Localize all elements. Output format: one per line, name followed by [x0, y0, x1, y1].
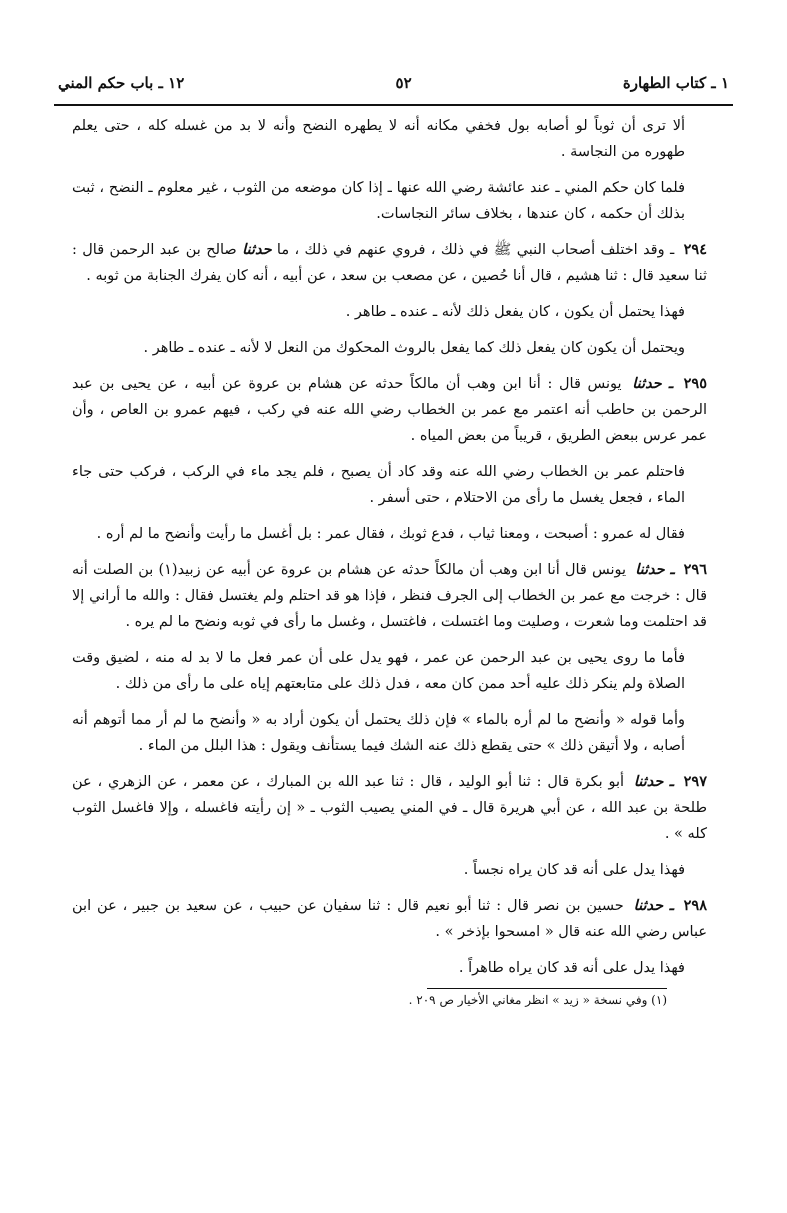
body-text: [72, 113, 707, 991]
paragraph-text: فقال له عمرو : أصبحت ، ومعنا ثياب ، فدع ثوبك ، فقال عمر : بل أغسل ما رأيت وأنضح ما لم أره .: [96, 526, 685, 542]
paragraph: [72, 707, 707, 759]
footnote: (١) وفي نسخة « زيد » انظر مغاني الأخيار ص ٢٠٩ .: [408, 993, 667, 1007]
paragraph: [72, 521, 707, 547]
running-header: [58, 66, 729, 100]
paragraph-text: صالح بن عبد الرحمن قال : ثنا سعيد قال : ثنا هشيم ، قال أنا حُصين ، عن مصعب بن سعد ، عن أبيه ، أنه كان يفرك الجنابة من ثوبه .: [72, 242, 707, 284]
hadith-296: [72, 557, 707, 635]
header-divider: [54, 104, 733, 106]
haddathana-word: ـ حدثنا: [632, 375, 673, 392]
page-number: ٥٢: [395, 74, 412, 92]
hadith-297: [72, 769, 707, 847]
paragraph-text: ـ وقد اختلف أصحاب النبي ﷺ في ذلك ، فروي عنهم في ذلك ، ما: [271, 242, 675, 258]
haddathana-word: ـ حدثنا: [633, 897, 674, 914]
paragraph: [72, 335, 707, 361]
paragraph-text: فهذا يدل على أنه قد كان يراه طاهراً .: [458, 960, 685, 976]
paragraph-text: فاحتلم عمر بن الخطاب رضي الله عنه وقد كاد أن يصبح ، فلم يجد ماء في الركب ، فركب حتى جاء الماء ، فجعل يغسل ما رأى من الاحتلام ، حتى أسفر .: [72, 464, 685, 506]
paragraph: [72, 955, 707, 981]
paragraph: [72, 459, 707, 511]
paragraph: [72, 645, 707, 697]
footnote-divider: [427, 988, 667, 989]
hadith-number: ٢٩٨: [683, 897, 708, 914]
paragraph-text: يونس قال أنا ابن وهب أن مالكاً حدثه عن هشام بن عروة عن أبيه عن زبيد(١) بن الصلت أنه قال : خرجت مع عمر بن الخطاب إلى الجرف فنظر ، فإذا هو قد احتلم ولم يغتسل فقال : والله ما أراني إلا قد احتلمت وما شعرت ، وصليت وما اغتسلت ، فاغتسل ، وغسل ما رأى في ثوبه ونضح ما لم يره .: [72, 562, 707, 630]
hadith-298: [72, 893, 707, 945]
paragraph-text: يونس قال : أنا ابن وهب أن مالكاً حدثه عن هشام بن عروة عن أبيه ، عن يحيى بن عبد الرحمن بن حاطب أنه اعتمر مع عمر بن الخطاب رضي الله عنه في ركب ، فيهم عمرو بن العاص ، وأن عمر عرس ببعض الطريق ، قريباً من بعض المياه .: [72, 376, 707, 444]
paragraph-text: فهذا يحتمل أن يكون ، كان يفعل ذلك لأنه ـ عنده ـ طاهر .: [345, 304, 685, 320]
hadith-295: [72, 371, 707, 449]
paragraph-text: ويحتمل أن يكون كان يفعل ذلك كما يفعل بالروث المحكوك من النعل لا لأنه ـ عنده ـ طاهر .: [143, 340, 685, 356]
header-book-title: ١ ـ كتاب الطهارة: [622, 74, 729, 92]
paragraph-text: حسين بن نصر قال : ثنا أبو نعيم قال : ثنا سفيان عن حبيب ، عن سعيد بن جبير ، عن ابن عباس رضي الله عنه قال « امسحوا بإذخر » .: [72, 898, 707, 940]
paragraph-text: وأما قوله « وأنضح ما لم أره بالماء » فإن ذلك يحتمل أن يكون أراد به « وأنضح ما لم أر مما أتوهم أنه أصابه ، ولا أتيقن ذلك » حتى يقطع ذلك عنه الشك فيما يستأنف ويقول : هذا البلل من الماء .: [72, 712, 685, 754]
hadith-number: ٢٩٦: [683, 561, 708, 578]
header-chapter-title: ١٢ ـ باب حكم المني: [58, 74, 185, 92]
paragraph-text: فأما ما روى يحيى بن عبد الرحمن عن عمر ، فهو يدل على أن عمر فعل ما لا بد له منه ، لضيق وقت الصلاة ولم ينكر ذلك عليه أحد ممن كان معه ، فدل ذلك على متابعتهم إياه على ما رأى من ذلك .: [72, 650, 685, 692]
paragraph: [72, 175, 707, 227]
paragraph: [72, 299, 707, 325]
hadith-number: ٢٩٧: [683, 773, 708, 790]
paragraph: [72, 857, 707, 883]
haddathana-word: حدثنا: [242, 241, 272, 258]
paragraph: [72, 113, 707, 165]
paragraph-text: أبو بكرة قال : ثنا أبو الوليد ، قال : ثنا عبد الله بن المبارك ، عن معمر ، عن الزهري ، عن طلحة بن عبد الله ، عن أبي هريرة قال ـ في المني يصيب الثوب ـ « إن رأيته فاغسله ، وإلا فاغسل الثوب كله » .: [72, 774, 707, 842]
haddathana-word: ـ حدثنا: [633, 773, 674, 790]
hadith-number: ٢٩٥: [683, 375, 708, 392]
hadith-number: ٢٩٤: [683, 241, 708, 258]
paragraph-text: فلما كان حكم المني ـ عند عائشة رضي الله عنها ـ إذا كان موضعه من الثوب ، غير معلوم ـ النضح ، ثبت بذلك أن حكمه ، كان عندها ، بخلاف سائر النجاسات.: [72, 180, 685, 222]
paragraph-text: فهذا يدل على أنه قد كان يراه نجساً .: [463, 862, 685, 878]
paragraph-text: ألا ترى أن ثوباً لو أصابه بول فخفي مكانه أنه لا يطهره النضح وأنه لا بد من غسله كله ، حتى يعلم طهوره من النجاسة .: [72, 118, 685, 160]
haddathana-word: ـ حدثنا: [635, 561, 675, 578]
hadith-294: [72, 237, 707, 289]
